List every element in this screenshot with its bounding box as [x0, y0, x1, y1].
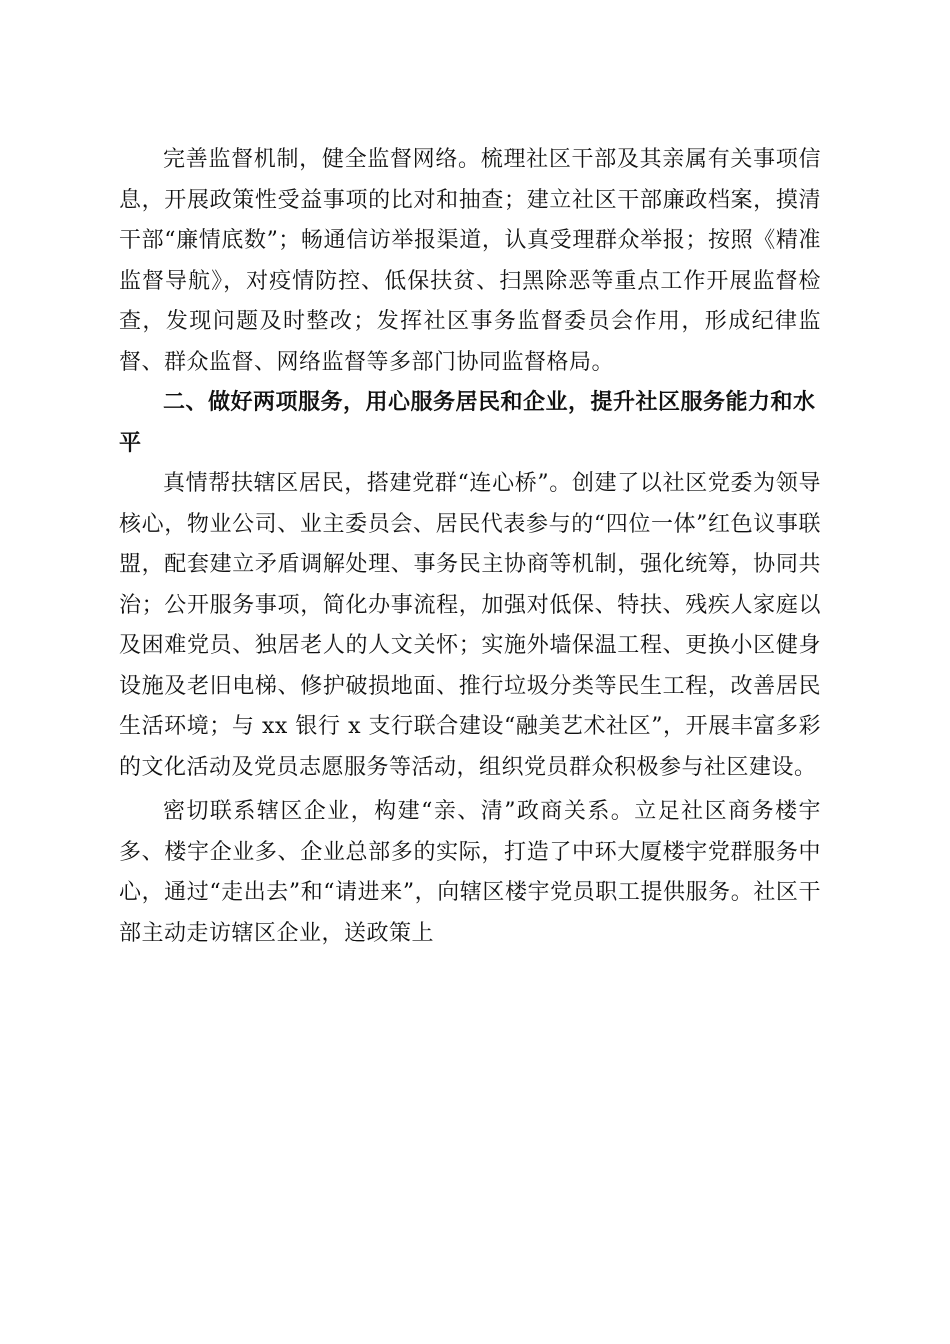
section-heading-two: 二、做好两项服务，用心服务居民和企业，提升社区服务能力和水平	[119, 390, 816, 456]
paragraph-residents: 真情帮扶辖区居民，搭建党群“连心桥”。创建了以社区党委为领导核心，物业公司、业主委员会、居民代表参与的“四位一体”红色议事联盟，配套建立矛盾调解处理、事务民主协商等机制，强化统筹，协同共治；公开服务事项，简化办事流程，加强对低保、特扶、残疾人家庭以及困难党员、独居老人的人文关怀；实施外墙保温工程、更换小区健身设施及老旧电梯、修护破损地面、推行垃圾分类等民生工程，改善居民生活环境；与 xx 银行 x 支行联合建设“融美艺术社区”，开展丰富多彩的文化活动及党员志愿服务等活动，组织党员群众积极参与社区建设。	[119, 471, 821, 780]
document-body	[119, 140, 821, 954]
paragraph-enterprises: 密切联系辖区企业，构建“亲、清”政商关系。立足社区商务楼宇多、楼宇企业多、企业总部多的实际，打造了中环大厦楼宇党群服务中心，通过“走出去”和“请进来”，向辖区楼宇党员职工提供服务。社区干部主动走访辖区企业，送政策上	[119, 799, 821, 946]
paragraph-supervision: 完善监督机制，健全监督网络。梳理社区干部及其亲属有关事项信息，开展政策性受益事项的比对和抽查；建立社区干部廉政档案，摸清干部“廉情底数”；畅通信访举报渠道，认真受理群众举报；按照《精准监督导航》，对疫情防控、低保扶贫、扫黑除恶等重点工作开展监督检查，发现问题及时整改；发挥社区事务监督委员会作用，形成纪律监督、群众监督、网络监督等多部门协同监督格局。	[119, 147, 821, 375]
